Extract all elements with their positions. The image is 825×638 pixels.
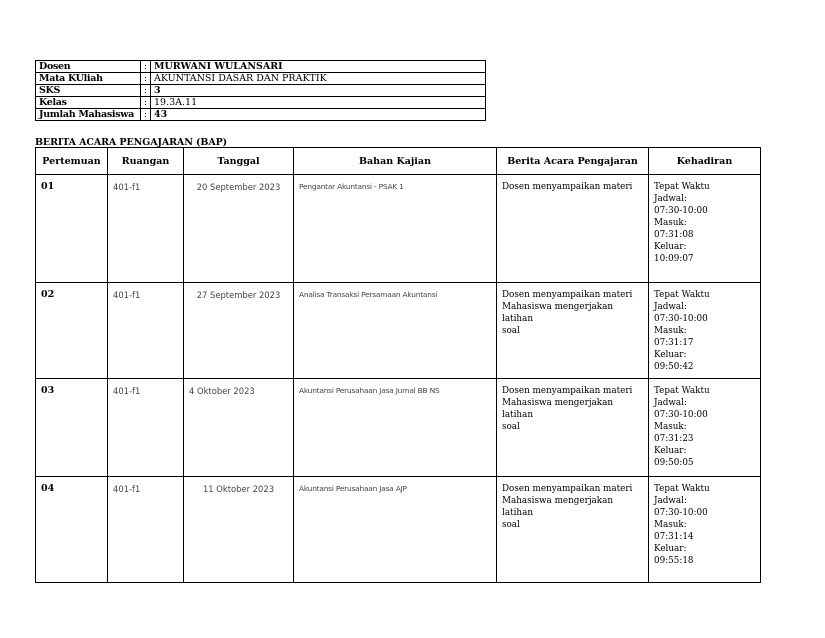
table-row (36, 477, 761, 583)
kehadiran-status: Tepat Waktu (654, 484, 710, 494)
info-row-sks (36, 85, 486, 97)
info-value-kelas: 19.3A.11 (151, 97, 486, 109)
header-pertemuan: Pertemuan (36, 148, 108, 175)
cell-pertemuan: 04 (36, 477, 108, 583)
cell-pertemuan: 03 (36, 379, 108, 477)
info-separator: : (141, 61, 151, 73)
kehadiran-masuk: 07:31:23 (654, 434, 694, 444)
kehadiran-keluar: 09:55:18 (654, 556, 694, 566)
header-bahan-kajian: Bahan Kajian (294, 148, 497, 175)
cell-kehadiran (649, 175, 761, 283)
table-row (36, 175, 761, 283)
kehadiran-masuk: 07:31:08 (654, 230, 694, 240)
cell-tanggal: 20 September 2023 (184, 175, 294, 283)
cell-ruangan: 401-f1 (108, 477, 184, 583)
cell-kehadiran (649, 283, 761, 379)
kehadiran-jadwal-label: Jadwal: (654, 496, 687, 506)
info-value-dosen: MURWANI WULANSARI (151, 61, 486, 73)
kehadiran-keluar-label: Keluar: (654, 446, 687, 456)
berita-line: Dosen menyampaikan materi (502, 484, 633, 494)
info-separator: : (141, 97, 151, 109)
kehadiran-jadwal-label: Jadwal: (654, 194, 687, 204)
kehadiran-jadwal-label: Jadwal: (654, 398, 687, 408)
kehadiran-masuk-label: Masuk: (654, 326, 687, 336)
kehadiran-keluar-label: Keluar: (654, 544, 687, 554)
cell-ruangan: 401-f1 (108, 379, 184, 477)
info-label: Kelas (36, 97, 141, 109)
kehadiran-masuk-label: Masuk: (654, 520, 687, 530)
cell-tanggal: 11 Oktober 2023 (184, 477, 294, 583)
cell-ruangan: 401-f1 (108, 175, 184, 283)
cell-tanggal: 27 September 2023 (184, 283, 294, 379)
kehadiran-keluar-label: Keluar: (654, 350, 687, 360)
info-label: Jumlah Mahasiswa (36, 109, 141, 121)
kehadiran-keluar: 09:50:42 (654, 362, 694, 372)
info-label: Mata KUliah (36, 73, 141, 85)
info-separator: : (141, 73, 151, 85)
berita-line: Dosen menyampaikan materi (502, 182, 633, 192)
kehadiran-masuk-label: Masuk: (654, 218, 687, 228)
cell-ruangan: 401-f1 (108, 283, 184, 379)
cell-berita-acara (497, 477, 649, 583)
kehadiran-masuk: 07:31:14 (654, 532, 694, 542)
info-value-sks: 3 (151, 85, 486, 97)
cell-pertemuan: 01 (36, 175, 108, 283)
info-row-dosen (36, 61, 486, 73)
berita-line: Mahasiswa mengerjakan latihan (502, 398, 614, 420)
berita-line: Dosen menyampaikan materi (502, 290, 633, 300)
cell-kehadiran (649, 379, 761, 477)
cell-tanggal: 4 Oktober 2023 (184, 379, 294, 477)
berita-line: soal (502, 422, 520, 432)
info-separator: : (141, 85, 151, 97)
berita-line: Mahasiswa mengerjakan latihan (502, 302, 614, 324)
berita-line: Dosen menyampaikan materi (502, 386, 633, 396)
kehadiran-masuk: 07:31:17 (654, 338, 694, 348)
table-row (36, 283, 761, 379)
berita-line: Mahasiswa mengerjakan latihan (502, 496, 614, 518)
kehadiran-jadwal-label: Jadwal: (654, 302, 687, 312)
header-kehadiran: Kehadiran (649, 148, 761, 175)
kehadiran-keluar: 09:50:05 (654, 458, 694, 468)
bap-table (35, 147, 761, 583)
berita-line: soal (502, 520, 520, 530)
table-row (36, 379, 761, 477)
kehadiran-jadwal: 07:30-10:00 (654, 410, 708, 420)
cell-berita-acara (497, 175, 649, 283)
kehadiran-jadwal: 07:30-10:00 (654, 508, 708, 518)
kehadiran-keluar-label: Keluar: (654, 242, 687, 252)
info-label: Dosen (36, 61, 141, 73)
cell-pertemuan: 02 (36, 283, 108, 379)
cell-bahan-kajian: Akuntansi Perusahaan Jasa Jurnal BB NS (294, 379, 497, 477)
kehadiran-jadwal: 07:30-10:00 (654, 206, 708, 216)
header-ruangan: Ruangan (108, 148, 184, 175)
berita-line: soal (502, 326, 520, 336)
cell-kehadiran (649, 477, 761, 583)
info-row-jumlah-mahasiswa (36, 109, 486, 121)
info-row-mata-kuliah (36, 73, 486, 85)
bap-title: BERITA ACARA PENGAJARAN (BAP) (35, 137, 228, 148)
cell-berita-acara (497, 379, 649, 477)
kehadiran-status: Tepat Waktu (654, 182, 710, 192)
info-value-jumlah-mahasiswa: 43 (151, 109, 486, 121)
info-label: SKS (36, 85, 141, 97)
kehadiran-jadwal: 07:30-10:00 (654, 314, 708, 324)
kehadiran-status: Tepat Waktu (654, 386, 710, 396)
cell-bahan-kajian: Akuntansi Perusahaan Jasa AJP (294, 477, 497, 583)
header-tanggal: Tanggal (184, 148, 294, 175)
cell-bahan-kajian: Analisa Transaksi Persamaan Akuntansi (294, 283, 497, 379)
kehadiran-keluar: 10:09:07 (654, 254, 694, 264)
course-info-table (35, 60, 486, 121)
info-separator: : (141, 109, 151, 121)
kehadiran-status: Tepat Waktu (654, 290, 710, 300)
header-berita-acara: Berita Acara Pengajaran (497, 148, 649, 175)
cell-berita-acara (497, 283, 649, 379)
kehadiran-masuk-label: Masuk: (654, 422, 687, 432)
cell-bahan-kajian: Pengantar Akuntansi - PSAK 1 (294, 175, 497, 283)
bap-header-row (36, 148, 761, 175)
info-value-mata-kuliah: AKUNTANSI DASAR DAN PRAKTIK (151, 73, 486, 85)
info-row-kelas (36, 97, 486, 109)
